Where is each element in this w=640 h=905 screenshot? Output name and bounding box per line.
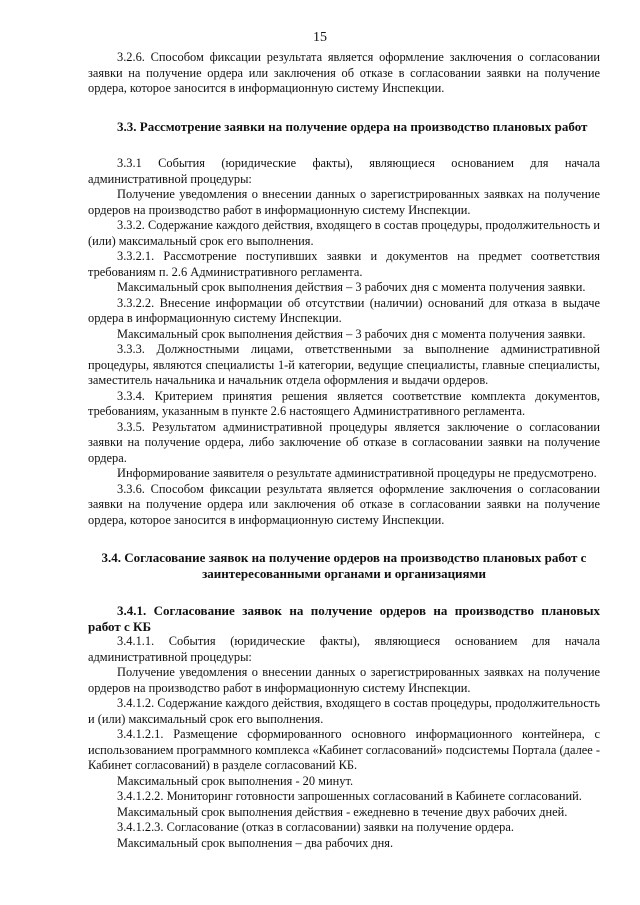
paragraph-3-2-6: 3.2.6. Способом фиксации результата является оформление заключения о согласовании заявки на получение ордера или заключения об отказе в согласовании заявки на получение ордера, которое заносится в информационную систему Инспекции. [88, 50, 600, 95]
paragraph-3-4-1-2-2: 3.4.1.2.2. Мониторинг готовности запрошенных согласований в Кабинете согласований. [117, 789, 582, 803]
page-number: 15 [313, 30, 327, 45]
document-body [88, 50, 600, 851]
paragraph-3-3-1: 3.3.1 События (юридические факты), являющиеся основанием для начала административной процедуры: [88, 156, 600, 186]
paragraph-informing: Информирование заявителя о результате административной процедуры не предусмотрено. [117, 466, 597, 480]
section-heading-3-4: 3.4. Согласование заявок на получение ордеров на производство плановых работ с заинтересованными органами и организациями [101, 550, 587, 581]
paragraph-deadline-5: Максимальный срок выполнения – два рабочих дня. [117, 835, 394, 850]
paragraph-3-3-3: 3.3.3. Должностными лицами, ответственными за выполнение административной процедуры, являются специалисты 1-й категории, ведущие специалисты, главные специалисты, заместитель начальника и начальник отдела оформления и выдачи ордеров. [88, 342, 600, 387]
paragraph-deadline-3: Максимальный срок выполнения - 20 минут. [117, 773, 354, 788]
paragraph-3-3-2: 3.3.2. Содержание каждого действия, входящего в состав процедуры, продолжительность и (или) максимальный срок его выполнения. [88, 218, 600, 248]
paragraph-3-3-1-text: Получение уведомления о внесении данных о зарегистрированных заявках на получение ордеров на производство работ в информационную систему Инспекции. [88, 187, 600, 217]
paragraph-3-4-1-2-3: 3.4.1.2.3. Согласование (отказ в согласовании) заявки на получение ордера. [117, 820, 514, 834]
section-heading-3-3: 3.3. Рассмотрение заявки на получение ордера на производство плановых работ [117, 118, 588, 134]
paragraph-3-3-5: 3.3.5. Результатом административной процедуры является заключение о согласовании заявки на получение ордера, либо заключение об отказе в согласовании заявки на получение ордера. [88, 419, 600, 465]
paragraph-deadline-1: Максимальный срок выполнения действия – 3 рабочих дня с момента получения заявки. [117, 280, 586, 294]
paragraph-deadline-4: Максимальный срок выполнения действия - ежедневно в течение двух рабочих дней. [117, 804, 568, 819]
paragraph-3-3-4: 3.3.4. Критерием принятия решения является соответствие комплекта документов, требованиям, указанным в пункте 2.6 настоящего Административного регламента. [88, 388, 600, 418]
subsection-heading-3-4-1: 3.4.1. Согласование заявок на получение ордеров на производство плановых работ с КБ [88, 603, 600, 634]
paragraph-3-4-1-1: 3.4.1.1. События (юридические факты), являющиеся основанием для начала административной процедуры: [88, 634, 600, 664]
paragraph-deadline-2: Максимальный срок выполнения действия – 3 рабочих дня с момента получения заявки. [117, 326, 586, 341]
paragraph-3-4-1-1-text: Получение уведомления о внесении данных о зарегистрированных заявках на получение ордеров на производство работ в информационную систему Инспекции. [88, 665, 600, 695]
paragraph-3-3-2-2: 3.3.2.2. Внесение информации об отсутствии (наличии) оснований для отказа в выдаче ордера в информационную систему Инспекции. [88, 295, 600, 325]
paragraph-3-4-1-2: 3.4.1.2. Содержание каждого действия, входящего в состав процедуры, продолжительность и (или) максимальный срок его выполнения. [88, 696, 600, 726]
paragraph-3-4-1-2-1: 3.4.1.2.1. Размещение сформированного основного информационного контейнера, с использованием программного комплекса «Кабинет согласований» подсистемы Портала (далее - Кабинет согласований) в разделе согласований КБ. [88, 727, 600, 772]
paragraph-3-3-6: 3.3.6. Способом фиксации результата является оформление заключения о согласовании заявки на получение ордера или заключения об отказе в согласовании заявки на получение ордера, которое заносится в информационную систему Инспекции. [88, 481, 600, 527]
paragraph-3-3-2-1: 3.3.2.1. Рассмотрение поступивших заявки и документов на предмет соответствия требованиям п. 2.6 Административного регламента. [88, 249, 600, 279]
